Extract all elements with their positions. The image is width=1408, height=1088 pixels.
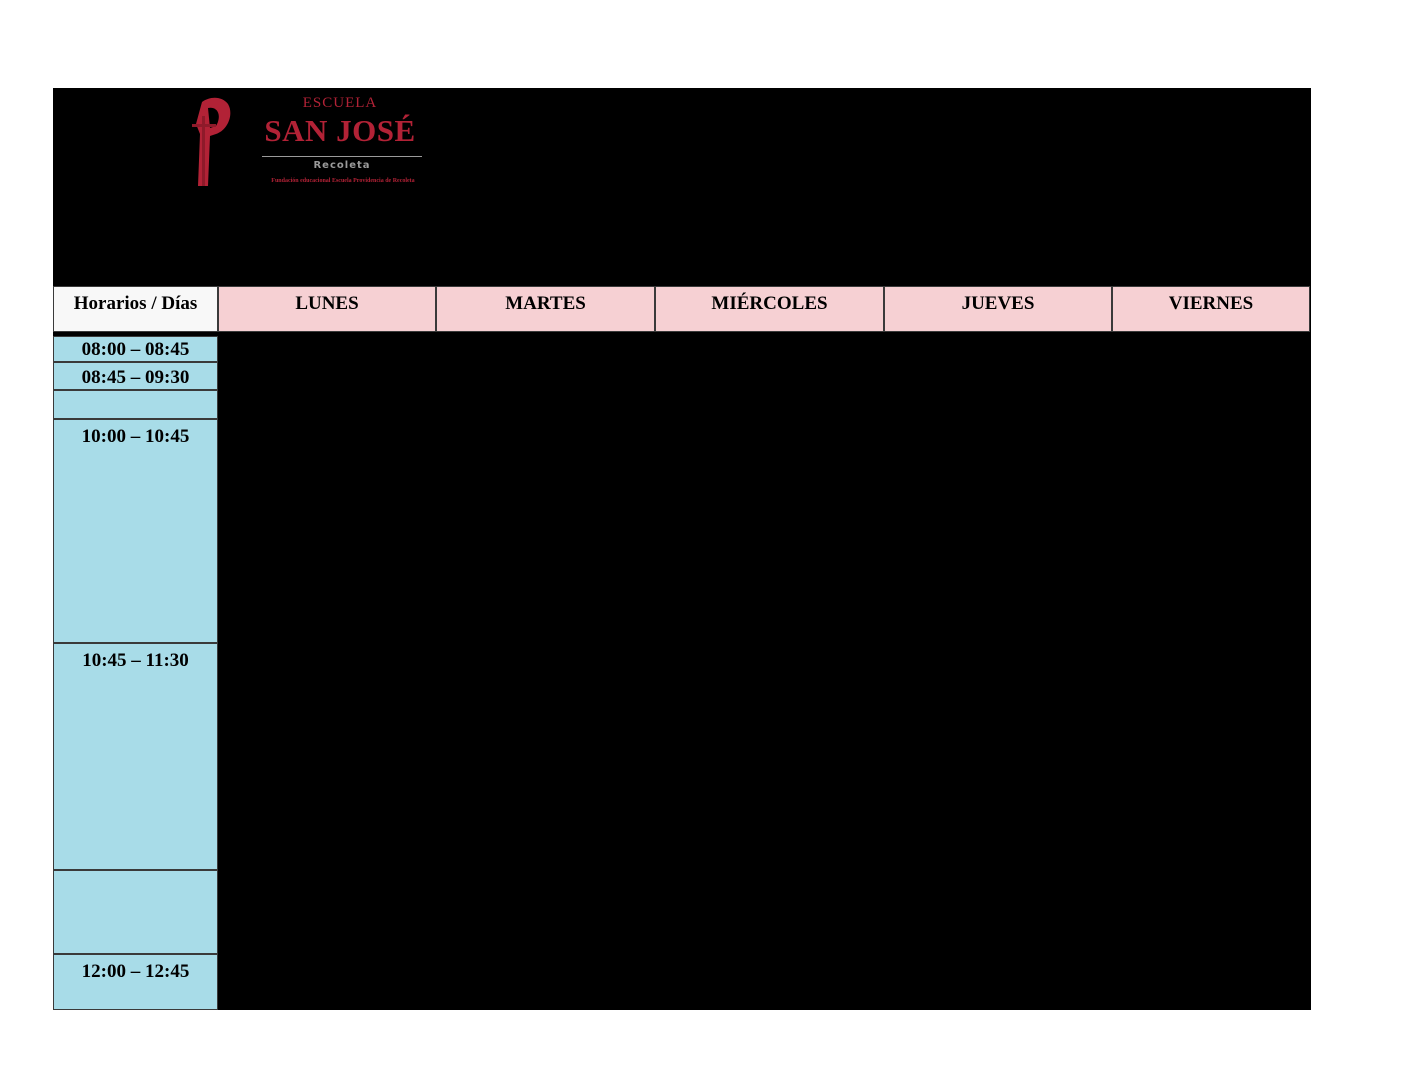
time-slot-1: 08:00 – 08:45 [53,336,218,362]
header-day-viernes: VIERNES [1112,286,1310,332]
header-day-lunes: LUNES [218,286,436,332]
time-slot-break-1 [53,390,218,419]
schedule-sheet [53,88,1311,1010]
time-slot-break-2 [53,870,218,954]
time-slot-3: 10:00 – 10:45 [53,419,218,643]
logo-recoleta: Recoleta [313,160,371,171]
time-slot-2: 08:45 – 09:30 [53,362,218,390]
logo-school-name: SAN JOSÉ [264,113,416,148]
header-day-jueves: JUEVES [884,286,1112,332]
logo-divider [262,156,422,157]
logo-foundation: Fundación educacional Escuela Providencia de Recoleta [271,178,415,184]
time-slot-4: 10:45 – 11:30 [53,643,218,870]
logo-escuela: ESCUELA [302,95,378,111]
header-time-day: Horarios / Días [53,286,218,332]
header-day-martes: MARTES [436,286,655,332]
time-slot-5: 12:00 – 12:45 [53,954,218,1010]
header-day-miercoles: MIÉRCOLES [655,286,884,332]
